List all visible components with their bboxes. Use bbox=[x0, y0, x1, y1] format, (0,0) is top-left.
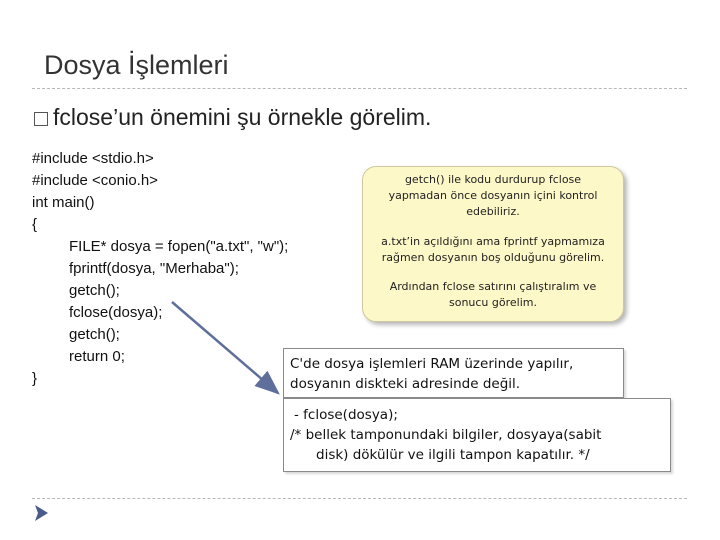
note-line: getch() ile kodu durdurup fclose bbox=[404, 173, 582, 186]
fclose-callout-box bbox=[283, 398, 671, 472]
code-line: #include <stdio.h> bbox=[32, 150, 154, 167]
code-line: } bbox=[32, 370, 38, 387]
code-line: return 0; bbox=[69, 348, 125, 365]
note-line: edebiliriz. bbox=[466, 205, 520, 218]
note-line: sonucu görelim. bbox=[448, 296, 537, 309]
code-line: FILE* dosya = fopen("a.txt", "w"); bbox=[69, 238, 289, 255]
callout-line: dosyanın diskteki adresinde değil. bbox=[290, 376, 521, 392]
callout-line: disk) dökülür ve ilgili tampon kapatılır. */ bbox=[316, 447, 590, 463]
callout-line: C'de dosya işlemleri RAM üzerinde yapılır, bbox=[290, 356, 574, 372]
code-line: int main() bbox=[32, 194, 95, 211]
code-line: getch(); bbox=[69, 326, 120, 343]
note-line: rağmen dosyanın boş olduğunu görelim. bbox=[381, 251, 605, 264]
code-line: { bbox=[32, 216, 38, 233]
callout-line: /* bellek tamponundaki bilgiler, dosyaya(sabit bbox=[290, 427, 602, 443]
code-line: fprintf(dosya, "Merhaba"); bbox=[69, 260, 239, 277]
note-line: Ardından fclose satırını çalıştıralım ve bbox=[389, 280, 597, 293]
ram-callout-box bbox=[283, 348, 624, 398]
slide-title: Dosya İşlemleri bbox=[44, 50, 229, 80]
code-line: getch(); bbox=[69, 282, 120, 299]
bullet-text: fclose’un önemini şu örnekle görelim. bbox=[53, 104, 432, 130]
code-line: #include <conio.h> bbox=[32, 172, 158, 189]
note-line: a.txt’in açıldığını ama fprintf yapmamıza bbox=[381, 235, 605, 248]
note-line: yapmadan önce dosyanın içini kontrol bbox=[388, 189, 598, 202]
arrow-line bbox=[172, 302, 278, 393]
navigation-arrow-icon[interactable] bbox=[33, 503, 51, 523]
callout-line: - fclose(dosya); bbox=[294, 407, 398, 423]
code-line: fclose(dosya); bbox=[69, 304, 163, 321]
